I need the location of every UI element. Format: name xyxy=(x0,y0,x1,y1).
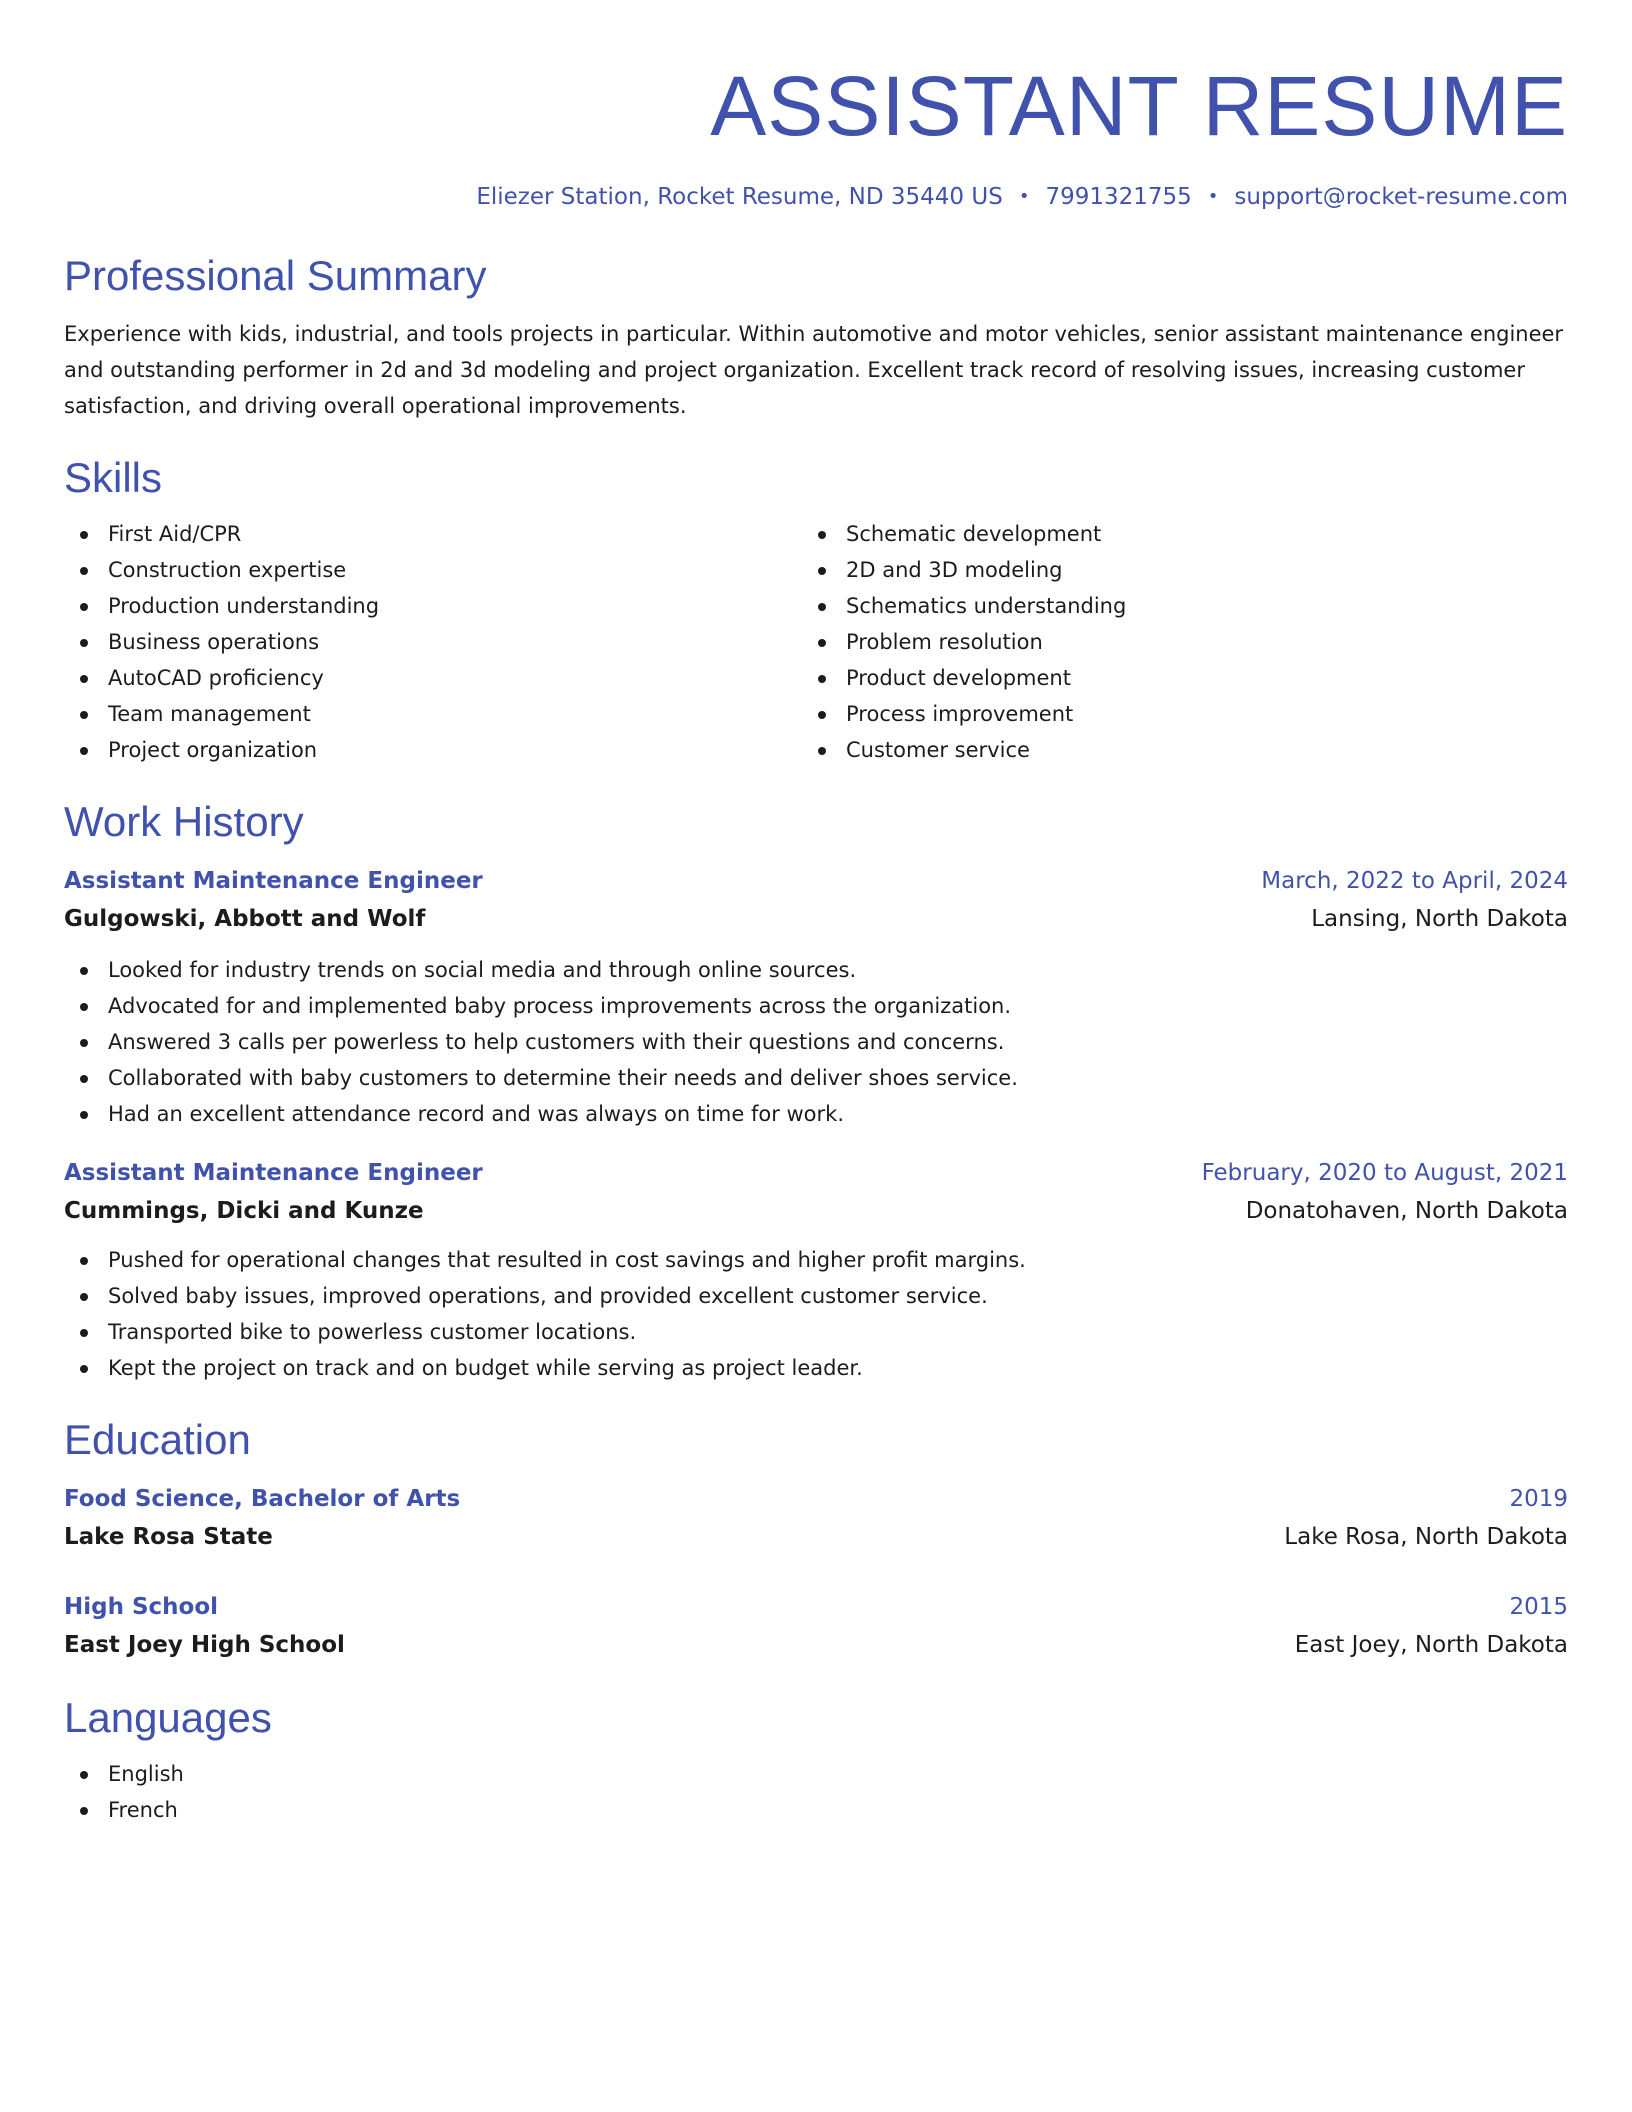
contact-line xyxy=(64,180,1568,214)
job-header xyxy=(64,862,1568,900)
education-location: East Joey, North Dakota xyxy=(1294,1632,1568,1658)
job-dates: February, 2020 to August, 2021 xyxy=(1201,1160,1568,1186)
contact-separator: • xyxy=(1207,186,1219,207)
job-title: Assistant Maintenance Engineer xyxy=(64,1160,483,1186)
education-year: 2019 xyxy=(1509,1486,1568,1512)
education-year: 2015 xyxy=(1509,1594,1568,1620)
languages-list xyxy=(64,1756,1568,1828)
work-history-heading: Work History xyxy=(64,798,304,845)
contact-address: Eliezer Station, Rocket Resume, ND 35440 US xyxy=(476,184,1003,210)
job-entry xyxy=(64,862,1568,1132)
job-dates: March, 2022 to April, 2024 xyxy=(1261,868,1568,894)
summary-heading: Professional Summary xyxy=(64,252,487,299)
skill-item: Production understanding xyxy=(64,588,802,624)
language-item: English xyxy=(64,1756,1568,1792)
contact-phone: 7991321755 xyxy=(1045,184,1192,210)
education-degree: High School xyxy=(64,1594,219,1620)
skills-list xyxy=(64,516,1568,768)
job-duty: Answered 3 calls per powerless to help customers with their questions and concerns. xyxy=(64,1024,1568,1060)
job-company: Cummings, Dicki and Kunze xyxy=(64,1198,424,1224)
education-school: East Joey High School xyxy=(64,1632,345,1658)
job-duties xyxy=(64,952,1568,1132)
skill-item: Problem resolution xyxy=(802,624,1540,660)
summary-text: Experience with kids, industrial, and tools projects in particular. Within automotive and motor vehicles, senior assistant maintenance engineer and outstanding performer in 2d and 3d modeling and project organization. Excellent track record of resolving issues, increasing customer satisfaction, and driving overall operational improvements. xyxy=(64,322,1564,418)
education-entry xyxy=(64,1480,1568,1556)
job-duty: Pushed for operational changes that resulted in cost savings and higher profit margins. xyxy=(64,1242,1568,1278)
job-entry xyxy=(64,1154,1568,1386)
job-subheader xyxy=(64,900,1568,938)
skills-column-left xyxy=(64,516,802,768)
skill-item: Schematic development xyxy=(802,516,1540,552)
skills-column-right xyxy=(802,516,1540,768)
skill-item: Product development xyxy=(802,660,1540,696)
education-header xyxy=(64,1480,1568,1518)
language-item: French xyxy=(64,1792,1568,1828)
job-duty: Advocated for and implemented baby process improvements across the organization. xyxy=(64,988,1568,1024)
contact-email[interactable]: support@rocket-resume.com xyxy=(1234,184,1568,210)
job-duty: Transported bike to powerless customer locations. xyxy=(64,1314,1568,1350)
skill-item: Business operations xyxy=(64,624,802,660)
skill-item: Schematics understanding xyxy=(802,588,1540,624)
job-header xyxy=(64,1154,1568,1192)
skill-item: Team management xyxy=(64,696,802,732)
skill-item: Construction expertise xyxy=(64,552,802,588)
skill-item: First Aid/CPR xyxy=(64,516,802,552)
skill-item: AutoCAD proficiency xyxy=(64,660,802,696)
job-subheader xyxy=(64,1192,1568,1230)
job-duty: Collaborated with baby customers to determine their needs and deliver shoes service. xyxy=(64,1060,1568,1096)
job-duty: Solved baby issues, improved operations, and provided excellent customer service. xyxy=(64,1278,1568,1314)
job-duty: Had an excellent attendance record and was always on time for work. xyxy=(64,1096,1568,1132)
job-location: Lansing, North Dakota xyxy=(1311,906,1568,932)
job-title: Assistant Maintenance Engineer xyxy=(64,868,483,894)
job-location: Donatohaven, North Dakota xyxy=(1245,1198,1568,1224)
resume-title: ASSISTANT RESUME xyxy=(710,59,1568,153)
skills-heading: Skills xyxy=(64,454,163,501)
education-header xyxy=(64,1588,1568,1626)
education-entry xyxy=(64,1588,1568,1664)
job-duty: Looked for industry trends on social media and through online sources. xyxy=(64,952,1568,988)
job-duty: Kept the project on track and on budget while serving as project leader. xyxy=(64,1350,1568,1386)
skill-item: 2D and 3D modeling xyxy=(802,552,1540,588)
job-duties xyxy=(64,1242,1568,1386)
education-location: Lake Rosa, North Dakota xyxy=(1284,1524,1568,1550)
languages-heading: Languages xyxy=(64,1694,272,1741)
job-company: Gulgowski, Abbott and Wolf xyxy=(64,906,426,932)
skill-item: Project organization xyxy=(64,732,802,768)
education-heading: Education xyxy=(64,1416,251,1463)
education-subheader xyxy=(64,1518,1568,1556)
skill-item: Process improvement xyxy=(802,696,1540,732)
education-school: Lake Rosa State xyxy=(64,1524,273,1550)
education-degree: Food Science, Bachelor of Arts xyxy=(64,1486,461,1512)
skill-item: Customer service xyxy=(802,732,1540,768)
education-subheader xyxy=(64,1626,1568,1664)
contact-separator: • xyxy=(1018,186,1030,207)
